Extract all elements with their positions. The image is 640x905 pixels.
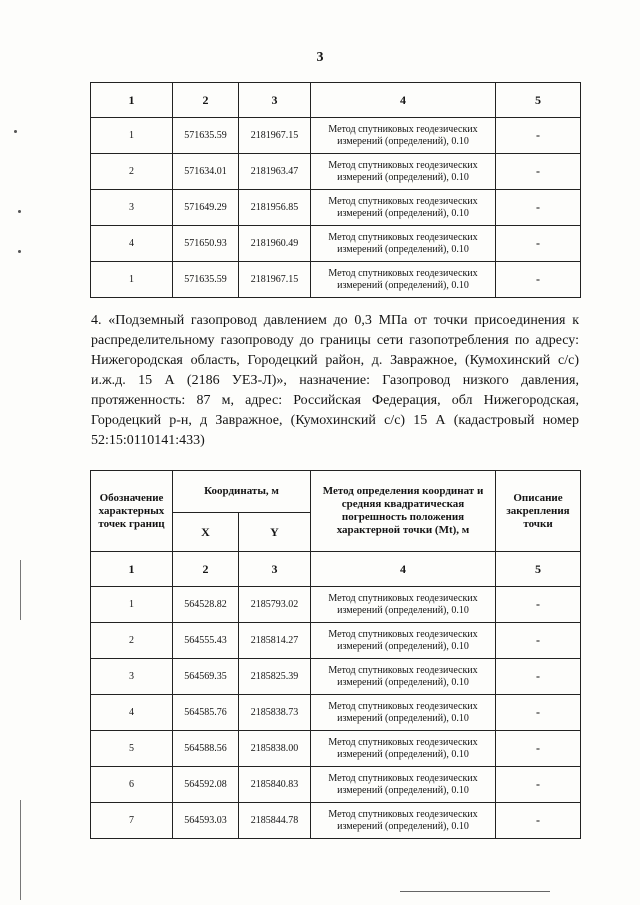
point-id: 6	[91, 767, 173, 803]
column-number: 4	[311, 552, 496, 587]
coord-x: 564528.82	[173, 587, 239, 623]
coord-y: 2185793.02	[239, 587, 311, 623]
table-row	[91, 118, 581, 154]
description: -	[496, 659, 581, 695]
header-coordinates: Координаты, м	[173, 471, 311, 513]
description: -	[496, 767, 581, 803]
column-number: 4	[311, 83, 496, 118]
description: -	[496, 803, 581, 839]
method: Метод спутниковых геодезических измерений (определений), 0.10	[311, 731, 496, 767]
coord-x: 571635.59	[173, 262, 239, 298]
coord-y: 2185814.27	[239, 623, 311, 659]
table-row	[91, 695, 581, 731]
coord-y: 2185838.00	[239, 731, 311, 767]
table-row	[91, 731, 581, 767]
method: Метод спутниковых геодезических измерений (определений), 0.10	[311, 767, 496, 803]
description: -	[496, 226, 581, 262]
coord-y: 2181960.49	[239, 226, 311, 262]
method: Метод спутниковых геодезических измерений (определений), 0.10	[311, 154, 496, 190]
coordinates-table	[90, 470, 581, 839]
table-row	[91, 803, 581, 839]
description: -	[496, 118, 581, 154]
point-id: 1	[91, 262, 173, 298]
point-id: 3	[91, 659, 173, 695]
table-row	[91, 587, 581, 623]
coord-y: 2185840.83	[239, 767, 311, 803]
point-id: 3	[91, 190, 173, 226]
point-id: 2	[91, 623, 173, 659]
table-row	[91, 190, 581, 226]
point-id: 7	[91, 803, 173, 839]
description: -	[496, 190, 581, 226]
header-x: X	[173, 513, 239, 552]
column-number: 5	[496, 552, 581, 587]
table-row	[91, 262, 581, 298]
point-id: 1	[91, 118, 173, 154]
point-id: 5	[91, 731, 173, 767]
coord-x: 564593.03	[173, 803, 239, 839]
coord-x: 571634.01	[173, 154, 239, 190]
table-row	[91, 623, 581, 659]
coord-y: 2185825.39	[239, 659, 311, 695]
header-y: Y	[239, 513, 311, 552]
method: Метод спутниковых геодезических измерений (определений), 0.10	[311, 190, 496, 226]
coord-x: 564569.35	[173, 659, 239, 695]
point-id: 2	[91, 154, 173, 190]
column-number: 5	[496, 83, 581, 118]
column-number: 3	[239, 552, 311, 587]
column-number: 2	[173, 83, 239, 118]
description: -	[496, 731, 581, 767]
column-number: 1	[91, 83, 173, 118]
point-id: 4	[91, 226, 173, 262]
scan-dot	[14, 130, 17, 133]
method: Метод спутниковых геодезических измерений (определений), 0.10	[311, 118, 496, 154]
method: Метод спутниковых геодезических измерений (определений), 0.10	[311, 262, 496, 298]
coord-y: 2181963.47	[239, 154, 311, 190]
coord-x: 571649.29	[173, 190, 239, 226]
coord-y: 2181967.15	[239, 262, 311, 298]
column-number: 2	[173, 552, 239, 587]
point-id: 1	[91, 587, 173, 623]
table-row	[91, 659, 581, 695]
method: Метод спутниковых геодезических измерений (определений), 0.10	[311, 659, 496, 695]
table-number-row	[91, 552, 581, 587]
table-header-row	[91, 471, 581, 513]
description: -	[496, 262, 581, 298]
point-id: 4	[91, 695, 173, 731]
column-number: 3	[239, 83, 311, 118]
scan-margin-line-lower	[20, 800, 21, 900]
method: Метод спутниковых геодезических измерений (определений), 0.10	[311, 803, 496, 839]
coord-y: 2185844.78	[239, 803, 311, 839]
coord-x: 571650.93	[173, 226, 239, 262]
table-row	[91, 767, 581, 803]
method: Метод спутниковых геодезических измерений (определений), 0.10	[311, 226, 496, 262]
coord-y: 2185838.73	[239, 695, 311, 731]
coord-y: 2181956.85	[239, 190, 311, 226]
column-number: 1	[91, 552, 173, 587]
coord-x: 564592.08	[173, 767, 239, 803]
scan-dot	[18, 210, 21, 213]
coord-x: 564585.76	[173, 695, 239, 731]
description: -	[496, 154, 581, 190]
header-point-designation: Обозначение характерных точек границ	[91, 471, 173, 552]
scan-dot	[18, 250, 21, 253]
coord-y: 2181967.15	[239, 118, 311, 154]
table-row	[91, 226, 581, 262]
object-description: 4. «Подземный газопровод давлением до 0,3 МПа от точки присоединения к распределительному газопроводу до границы сети газопотребления по адресу: Нижегородская область, Городецкий район, д. Завражное, (Кумохинский с/с) и.ж.д. 15 А (2186 УЕЗ-Л)», назначение: Газопровод низкого давления, протяженность: 87 м, адрес: Российская Федерация, обл Нижегородская, Городецкий р-н, д Завражное, (Кумохинский с/с) 15 А (кадастровый номер 52:15:0110141:433)	[91, 313, 579, 448]
description: -	[496, 587, 581, 623]
header-description: Описание закрепления точки	[496, 471, 581, 552]
table-header-row	[91, 83, 581, 118]
method: Метод спутниковых геодезических измерений (определений), 0.10	[311, 587, 496, 623]
method: Метод спутниковых геодезических измерений (определений), 0.10	[311, 695, 496, 731]
coord-x: 571635.59	[173, 118, 239, 154]
page-number: 3	[316, 50, 324, 65]
method: Метод спутниковых геодезических измерений (определений), 0.10	[311, 623, 496, 659]
coord-x: 564555.43	[173, 623, 239, 659]
coord-x: 564588.56	[173, 731, 239, 767]
description: -	[496, 695, 581, 731]
table-row	[91, 154, 581, 190]
header-method: Метод определения координат и средняя квадратическая погрешность положения характерной точки (Mt), м	[311, 471, 496, 552]
coordinates-table-continued	[90, 82, 581, 298]
scan-footer-line	[400, 891, 550, 892]
scan-margin-line	[20, 560, 21, 620]
description: -	[496, 623, 581, 659]
